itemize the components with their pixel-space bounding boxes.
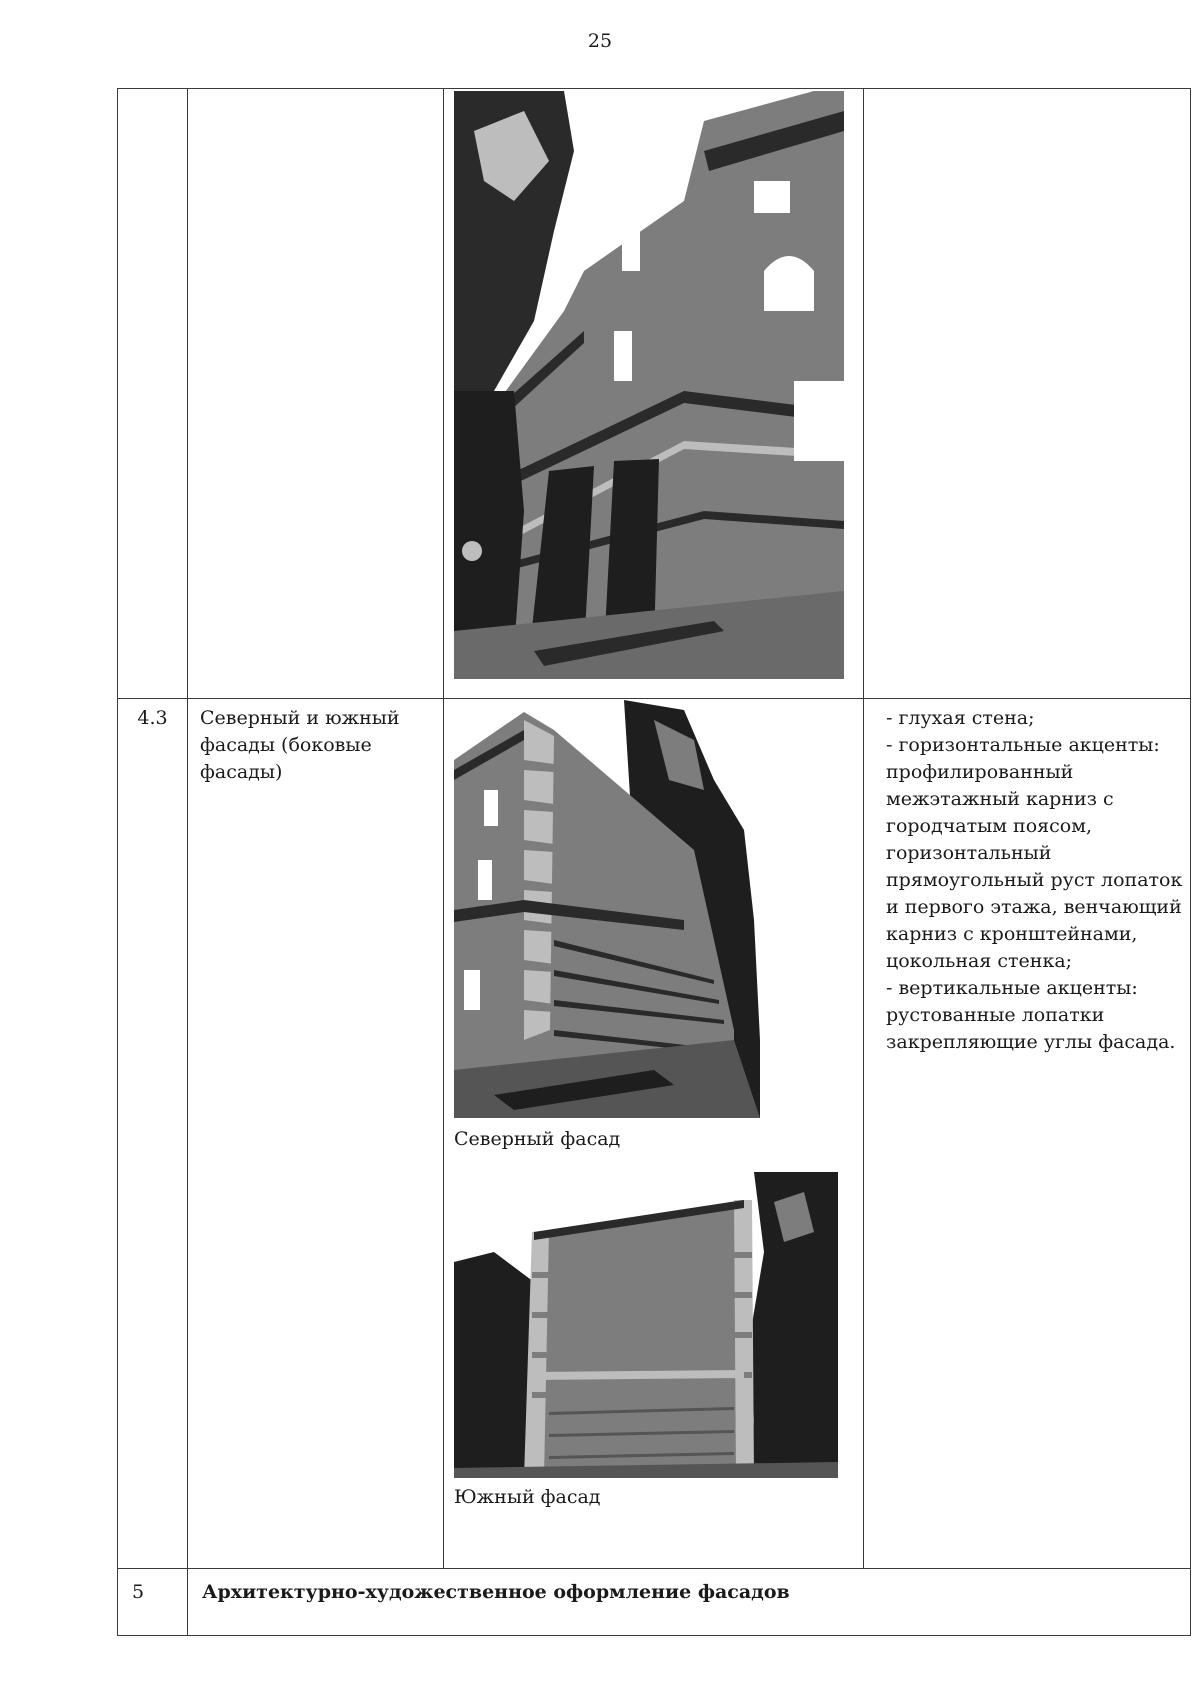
section-row [118,1569,1191,1636]
section-number: 5 [118,1569,188,1636]
south-facade-caption: Южный фасад [454,1486,601,1508]
photo-cell [444,699,864,1569]
north-facade-caption: Северный фасад [454,1128,621,1150]
element-name-cell [188,89,444,699]
description-cell [864,89,1191,699]
south-facade-photo [454,1172,838,1478]
description-item: - вертикальные акценты: рустованные лопатки закрепляющие углы фасада. [886,977,1176,1053]
description-cell [864,699,1191,1569]
north-facade-photo [454,700,760,1118]
description-item: - горизонтальные акценты: профилированный межэтажный карниз с городчатым поясом, горизонтальный прямоугольный руст лопаток и первого этажа, венчающий карниз с кронштейнами, цокольная стенка; [886,734,1183,972]
description-item: - глухая стена; [886,707,1035,729]
building-facade-photo [454,91,844,679]
row-number-cell [118,89,188,699]
photo-cell [444,89,864,699]
section-title: Архитектурно-художественное оформление фасадов [188,1569,1191,1636]
table-row [118,699,1191,1569]
element-name-cell: Северный и южный фасады (боковые фасады) [188,699,444,1569]
table-row [118,89,1191,699]
page-number: 25 [587,30,613,52]
row-number-cell: 4.3 [118,699,188,1569]
facade-table [117,88,1191,1636]
